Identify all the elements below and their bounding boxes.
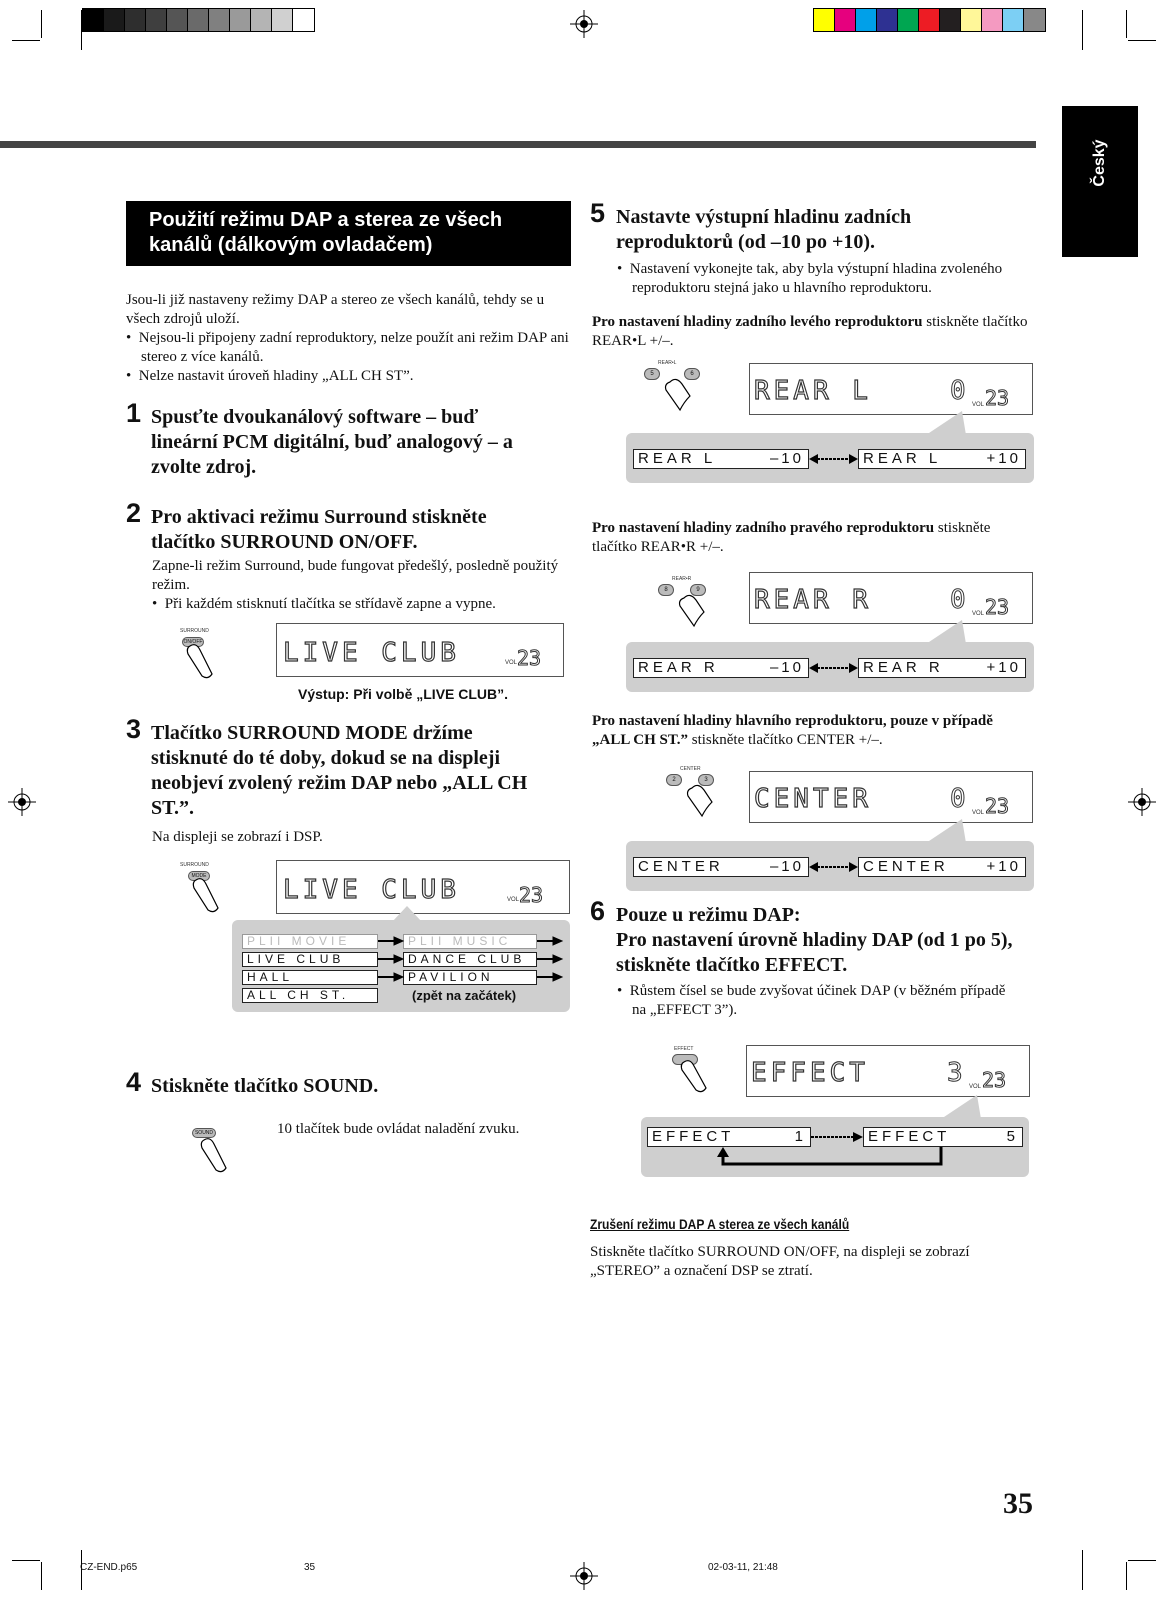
mode-cycle-box <box>232 920 570 1012</box>
display-level-value: 0 <box>950 376 966 406</box>
color-swatch <box>104 9 125 31</box>
finger-icon <box>178 628 228 683</box>
registration-mark-top <box>570 10 598 38</box>
double-arrow-icon <box>809 660 858 676</box>
step-5-number: 5 <box>590 198 606 228</box>
rear-left-plus-button[interactable]: 6 <box>684 368 700 380</box>
rear-right-remote <box>654 576 724 631</box>
remote-label: SURROUND <box>180 628 209 634</box>
registration-mark-right <box>1128 788 1156 816</box>
footer-page: 35 <box>304 1562 316 1573</box>
pointer-triangle <box>941 1095 981 1119</box>
finger-icon <box>190 1128 240 1178</box>
display-center <box>749 771 1033 823</box>
step-2-text <box>152 557 562 614</box>
vol-value: 23 <box>517 646 542 670</box>
center-minus-button[interactable]: 2 <box>666 774 682 786</box>
color-swatch <box>898 9 919 31</box>
center-remote <box>662 766 732 821</box>
cancel-heading: Zrušení režimu DAP A sterea ze všech kanálů <box>590 1216 850 1232</box>
pointer-triangle <box>926 411 966 435</box>
color-swatch <box>919 9 940 31</box>
color-swatch <box>272 9 293 31</box>
surround-onoff-remote <box>178 628 228 683</box>
step-4-heading: Stiskněte tlačítko SOUND. <box>151 1075 379 1097</box>
step-5-bullet: • Nastavení vykonejte tak, aby byla výstupní hladina zvoleného reproduktoru stejná jako u hlavního reproduktoru. <box>617 261 1003 296</box>
rear-left-minus-button[interactable]: 5 <box>644 368 660 380</box>
effect-range-box <box>641 1117 1029 1177</box>
step-6-heading-rest: Pro nastavení úrovně hladiny DAP (od 1 po 5), stiskněte tlačítko EFFECT. <box>616 929 1013 976</box>
language-tab: Český <box>1062 106 1138 257</box>
finger-icon <box>178 862 228 917</box>
rear-left-min: REAR L –10 <box>633 449 809 469</box>
mode-plii-movie: PLII MOVIE <box>242 934 378 949</box>
vol-label: VOL <box>505 660 518 666</box>
rear-right-plus-button[interactable]: 9 <box>690 584 706 596</box>
step-4-text: 10 tlačítek bude ovládat naladění zvuku. <box>277 1121 520 1137</box>
center-plus-button[interactable]: 3 <box>698 774 714 786</box>
pointer-triangle <box>926 819 966 843</box>
color-swatch <box>146 9 167 31</box>
effect-remote <box>670 1046 720 1096</box>
color-swatch <box>230 9 251 31</box>
intro <box>126 291 576 386</box>
color-swatch <box>982 9 1003 31</box>
display-channel-text: CENTER <box>754 784 872 814</box>
step-2-desc: Zapne-li režim Surround, bude fungovat předešlý, posledně použitý režim. <box>152 558 559 593</box>
step-6-heading <box>616 903 1016 978</box>
intro-bullet-1: • Nejsou-li připojeny zadní reproduktory, nelze použít ani režim DAP ani stereo z více kanálů. <box>126 330 569 365</box>
remote-label: REAR•L <box>658 360 677 366</box>
step-6-number: 6 <box>590 896 606 926</box>
color-swatch <box>1003 9 1024 31</box>
vol-value: 23 <box>985 595 1010 619</box>
mode-plii-music: PLII MUSIC <box>403 934 537 949</box>
rear-left-range-box <box>626 433 1034 483</box>
finger-icon <box>662 766 732 821</box>
intro-text: Jsou-li již nastaveny režimy DAP a stereo ze všech kanálů, tehdy se u všech zdrojů uloží. <box>126 292 545 327</box>
vol-label: VOL <box>972 611 985 617</box>
header-rule <box>0 141 1036 148</box>
step-3-number: 3 <box>126 714 142 744</box>
rear-right-instruction: Pro nastavení hladiny zadního pravého reproduktoru stiskněte tlačítko REAR•R +/–. <box>592 520 991 555</box>
display-level-value: 0 <box>950 784 966 814</box>
effect-cycle-arrows <box>641 1117 1029 1177</box>
finger-icon <box>654 576 724 631</box>
rear-right-range-box <box>626 642 1034 692</box>
remote-label: SURROUND <box>180 862 209 868</box>
double-arrow-icon <box>809 451 858 467</box>
center-max: CENTER +10 <box>858 857 1026 877</box>
color-swatch <box>1024 9 1045 31</box>
pointer-triangle <box>926 620 966 644</box>
step-2-number: 2 <box>126 498 142 528</box>
step-2-caption: Výstup: Při volbě „LIVE CLUB”. <box>298 686 509 702</box>
mode-dance-club: DANCE CLUB <box>403 952 537 967</box>
mode-arrows <box>232 920 570 1012</box>
display-channel-text: REAR L <box>754 376 872 406</box>
display-step-2 <box>276 623 564 677</box>
rear-left-max: REAR L +10 <box>858 449 1026 469</box>
on-off-button[interactable]: ON/OFF <box>183 639 203 645</box>
color-swatch <box>856 9 877 31</box>
step-3-heading: Tlačítko SURROUND MODE držíme stisknuté do té doby, dokud se na displeji neobjeví zvolený režim DAP nebo „ALL CH ST.”. <box>151 722 528 819</box>
color-swatch <box>814 9 835 31</box>
remote-label: CENTER <box>680 766 701 772</box>
footer-datetime: 02-03-11, 21:48 <box>708 1562 778 1573</box>
vol-label: VOL <box>972 810 985 816</box>
vol-value: 23 <box>985 386 1010 410</box>
center-instruction: Pro nastavení hladiny hlavního reproduktoru, pouze v případě „ALL CH ST.” stiskněte tlačítko CENTER +/–. <box>592 713 993 748</box>
step-5-heading: Nastavte výstupní hladinu zadních reproduktorů (od –10 po +10). <box>616 206 912 253</box>
step-1-heading: Spusťte dvoukanálový software – buď lineární PCM digitální, buď analogový – a zvolte zdroj. <box>151 406 513 478</box>
vol-value: 23 <box>982 1068 1007 1092</box>
color-swatch <box>83 9 104 31</box>
remote-label: EFFECT <box>674 1046 694 1052</box>
surround-mode-remote <box>178 862 228 917</box>
vol-value: 23 <box>519 883 544 907</box>
grayscale-calibration-bar <box>82 8 315 32</box>
rear-left-instruction: Pro nastavení hladiny zadního levého reproduktoru stiskněte tlačítko REAR•L +/–. <box>592 314 1028 349</box>
center-range-box <box>626 841 1034 891</box>
effect-max: EFFECT 5 <box>863 1127 1023 1147</box>
vol-label: VOL <box>507 897 520 903</box>
step-6-bullet: • Růstem čísel se bude zvyšovat účinek DAP (v běžném případě na „EFFECT 3”). <box>617 983 1006 1018</box>
back-to-start-note: (zpět na začátek) <box>412 988 517 1003</box>
color-swatch <box>209 9 230 31</box>
page-number: 35 <box>1003 1487 1033 1520</box>
color-swatch <box>961 9 982 31</box>
display-effect-text: EFFECT <box>751 1058 869 1088</box>
rear-right-minus-button[interactable]: 8 <box>658 584 674 596</box>
color-calibration-bar <box>813 8 1046 32</box>
mode-pavilion: PAVILION <box>403 970 537 985</box>
vol-value: 23 <box>985 794 1010 818</box>
step-2-heading: Pro aktivaci režimu Surround stiskněte tlačítko SURROUND ON/OFF. <box>151 506 487 553</box>
intro-bullet-2: • Nelze nastavit úroveň hladiny „ALL CH ST”. <box>126 368 414 384</box>
color-swatch <box>251 9 272 31</box>
step-6-heading-line1: Pouze u režimu DAP: <box>616 904 801 926</box>
step-3-text: Na displeji se zobrazí i DSP. <box>152 829 323 845</box>
step-2-bullet: • Při každém stisknutí tlačítka se střídavě zapne a vypne. <box>152 596 496 612</box>
color-swatch <box>940 9 961 31</box>
vol-label: VOL <box>969 1084 982 1090</box>
color-swatch <box>835 9 856 31</box>
finger-icon <box>670 1046 720 1096</box>
mode-hall: HALL <box>242 970 378 985</box>
mode-live-club: LIVE CLUB <box>242 952 378 967</box>
rear-right-max: REAR R +10 <box>858 658 1026 678</box>
display-mode-text: LIVE CLUB <box>283 875 460 905</box>
double-arrow-icon <box>809 859 858 875</box>
color-swatch <box>293 9 314 31</box>
registration-mark-left <box>8 788 36 816</box>
rear-left-remote <box>640 360 710 415</box>
display-level-value: 0 <box>950 585 966 615</box>
mode-button[interactable]: MODE <box>188 871 210 881</box>
mode-all-ch-st: ALL CH ST. <box>242 988 378 1003</box>
registration-mark-bottom <box>570 1562 598 1590</box>
remote-label: REAR•R <box>672 576 692 582</box>
display-channel-text: REAR R <box>754 585 872 615</box>
display-rear-left <box>749 363 1033 415</box>
color-swatch <box>125 9 146 31</box>
display-effect <box>746 1045 1030 1097</box>
vol-label: VOL <box>972 402 985 408</box>
effect-min: EFFECT 1 <box>647 1127 811 1147</box>
color-swatch <box>877 9 898 31</box>
footer-file: CZ-END.p65 <box>80 1562 138 1573</box>
finger-icon <box>640 360 710 415</box>
color-swatch <box>188 9 209 31</box>
center-min: CENTER –10 <box>633 857 809 877</box>
section-title: Použití režimu DAP a sterea ze všech kanálů (dálkovým ovladačem) <box>126 201 571 266</box>
color-swatch <box>167 9 188 31</box>
display-step-3 <box>276 860 570 914</box>
rear-right-min: REAR R –10 <box>633 658 809 678</box>
sound-button[interactable]: SOUND <box>192 1128 216 1138</box>
step-4-number: 4 <box>126 1067 142 1097</box>
step-1-number: 1 <box>126 398 142 428</box>
display-rear-right <box>749 572 1033 624</box>
display-effect-value: 3 <box>947 1058 963 1088</box>
cancel-text: Stiskněte tlačítko SURROUND ON/OFF, na displeji se zobrazí „STEREO” a označení DSP se ztratí. <box>590 1244 970 1279</box>
display-mode-text: LIVE CLUB <box>283 638 460 668</box>
sound-remote <box>190 1128 240 1178</box>
